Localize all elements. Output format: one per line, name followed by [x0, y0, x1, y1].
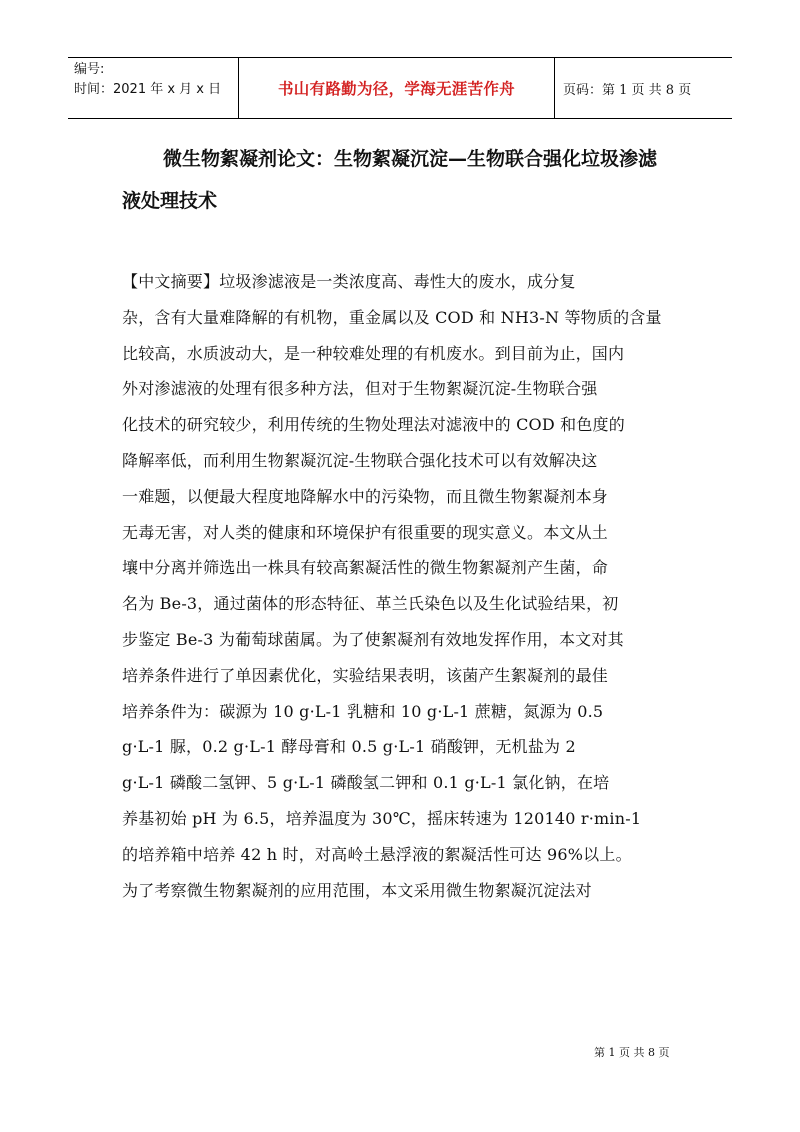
- body-line: 比较高，水质波动大，是一种较难处理的有机废水。到目前为止，国内: [122, 343, 625, 363]
- body-line: 为了考察微生物絮凝剂的应用范围，本文采用微生物絮凝沉淀法对: [122, 880, 592, 900]
- header-meta: [68, 58, 238, 118]
- body-line: 外对渗滤液的处理有很多种方法，但对于生物絮凝沉淀-生物联合强: [122, 379, 598, 399]
- title-line-2: 液处理技术: [122, 190, 218, 212]
- body-line: 无毒无害，对人类的健康和环境保护有很重要的现实意义。本文从土: [122, 522, 609, 542]
- body-line: 【中文摘要】垃圾渗滤液是一类浓度高、毒性大的废水，成分复: [122, 272, 576, 291]
- body-line: 名为 Be-3，通过菌体的形态特征、革兰氏染色以及生化试验结果，初: [122, 594, 619, 614]
- document-title: [122, 138, 682, 222]
- document-header: [68, 57, 732, 119]
- header-motto: 书山有路勤为径，学海无涯苦作舟: [238, 58, 555, 118]
- body-line: 壤中分离并筛选出一株具有较高絮凝活性的微生物絮凝剂产生菌，命: [122, 558, 609, 578]
- body-line: 化技术的研究较少，利用传统的生物处理法对滤液中的 COD 和色度的: [122, 415, 625, 435]
- body-line: g·L-1 脲，0.2 g·L-1 酵母膏和 0.5 g·L-1 硝酸钾，无机盐为 2: [122, 737, 576, 757]
- page-footer: 第 1 页 共 8 页: [594, 1046, 670, 1059]
- body-line: 养基初始 pH 为 6.5，培养温度为 30℃，摇床转速为 120140 r·min-1: [122, 808, 642, 828]
- body-line: 培养条件进行了单因素优化，实验结果表明，该菌产生絮凝剂的最佳: [122, 665, 609, 685]
- title-line-1: 微生物絮凝剂论文：生物絮凝沉淀—生物联合强化垃圾渗滤: [163, 148, 658, 170]
- body-line: 步鉴定 Be-3 为葡萄球菌属。为了使絮凝剂有效地发挥作用，本文对其: [122, 629, 624, 649]
- abstract-body: [122, 264, 692, 908]
- header-page-label: 页码：第 1 页 共 8 页: [563, 82, 692, 98]
- body-line: 一难题，以便最大程度地降解水中的污染物，而且微生物絮凝剂本身: [122, 486, 609, 506]
- body-line: 培养条件为：碳源为 10 g·L-1 乳糖和 10 g·L-1 蔗糖，氮源为 0.5: [122, 701, 604, 721]
- body-line: g·L-1 磷酸二氢钾、5 g·L-1 磷酸氢二钾和 0.1 g·L-1 氯化钠，在培: [122, 773, 610, 793]
- document-time-label: 时间：2021 年 x 月 x 日: [74, 82, 222, 97]
- body-line: 的培养箱中培养 42 h 时，对高岭土悬浮液的絮凝活性可达 96%以上。: [122, 844, 632, 864]
- body-line: 降解率低，而利用生物絮凝沉淀-生物联合强化技术可以有效解决这: [122, 450, 598, 470]
- document-number-label: 编号:: [74, 62, 105, 77]
- body-line: 杂，含有大量难降解的有机物，重金属以及 COD 和 NH3-N 等物质的含量: [122, 307, 662, 327]
